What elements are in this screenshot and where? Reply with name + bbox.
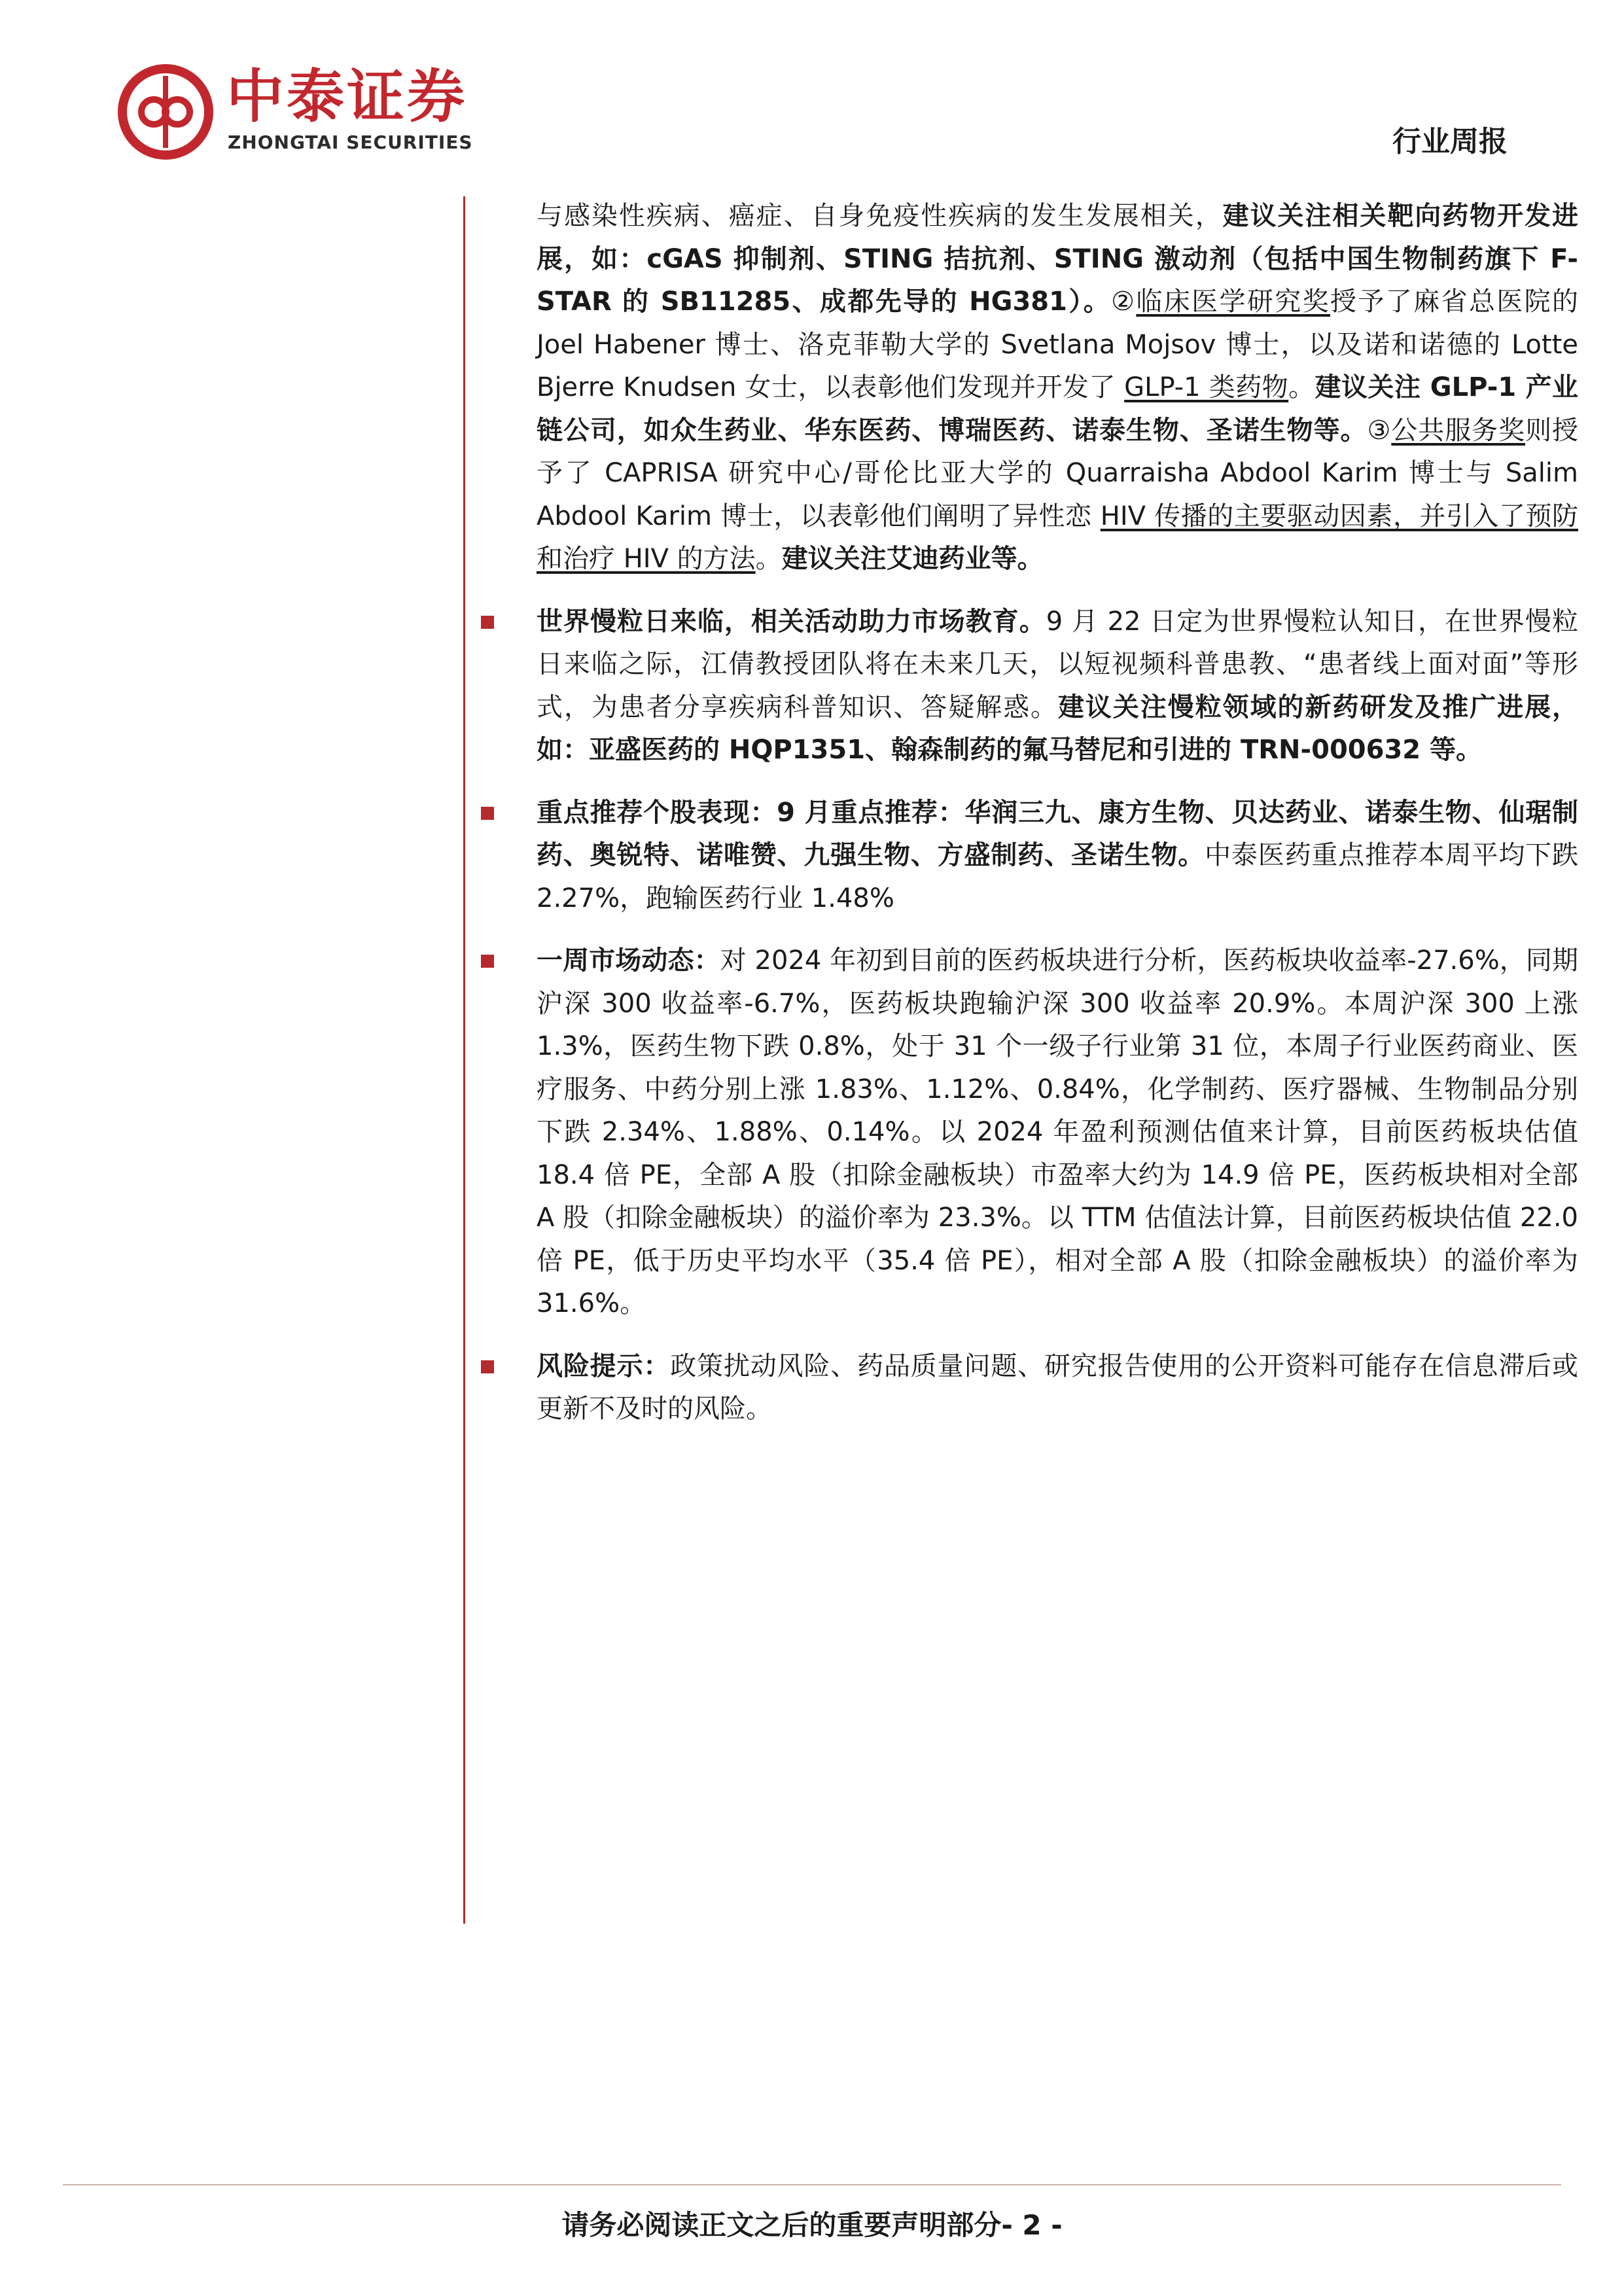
body-paragraph [537, 940, 1578, 1326]
body-paragraph [537, 792, 1578, 921]
text-run: ③ [1367, 415, 1392, 446]
underlined-text: 公共服务奖 [1391, 415, 1526, 446]
bold-text: 重点推荐个股表现：9 月重点推荐：华润三九、康方生物、贝达药业、诺泰生物、仙琚制药、奥锐特、诺唯赞、九强生物、方盛制药、圣诺生物。 [537, 797, 1578, 870]
underlined-text: 临床医学研究奖 [1136, 287, 1330, 317]
bold-text: 世界慢粒日来临，相关活动助力市场教育。 [537, 606, 1046, 637]
text-run: 与感染性疾病、癌症、自身免疫性疾病的发生发展相关， [537, 201, 1223, 231]
text-run: 中泰医药重点推荐本周平均下跌 2.27%，跑输医药行业 1.48% [537, 840, 1579, 913]
body-paragraph [537, 195, 1578, 581]
text-run: 。 [1288, 372, 1315, 402]
square-bullet-icon [481, 616, 494, 629]
bold-text: 一周市场动态： [537, 945, 720, 976]
text-run: 对 2024 年初到目前的医药板块进行分析，医药板块收益率-27.6%，同期沪深 300 收益率-6.7%，医药板块跑输沪深 300 收益率 20.9%。本周沪深 300 上涨 1.3%，医药生物下跌 0.8%，处于 31 个一级子行业第 31 位，本周子行业医药商业、医疗服务、中药分别上涨 1.83%、1.12%、0.84%，化学制药、医疗器械、生物制品分别下跌 2.34%、1.88%、0.14%。以 2024 年盈利预测估值来计算，目前医药板块估值 18.4 倍 PE，全部 A 股（扣除金融板块）市盈率大约为 14.9 倍 PE，医药板块相对全部 A 股（扣除金融板块）的溢价率为 23.3%。以 TTM 估值法计算，目前医药板块估值 22.0 倍 PE，低于历史平均水平（35.4 倍 PE），相对全部 A 股（扣除金融板块）的溢价率为 31.6%。 [537, 945, 1578, 1318]
bold-text: 建议关注慢粒领域的新药研发及推广进展，如：亚盛医药的 HQP1351、翰森制药的氟马替尼和引进的 TRN-000632 等。 [537, 692, 1579, 765]
logo-english-name: ZHONGTAI SECURITIES [228, 132, 473, 153]
text-run: 9 月 22 日定为世界慢粒认知日，在世界慢粒日来临之际，江倩教授团队将在未来几天，以短视频科普患教、“患者线上面对面”等形式，为患者分享疾病科普知识、答疑解惑。 [537, 606, 1578, 722]
company-logo [116, 63, 509, 161]
bold-text: 风险提示： [537, 1351, 671, 1381]
square-bullet-icon [481, 955, 494, 968]
logo-chinese-name: 中泰证券 [226, 63, 468, 130]
bold-text: 建议关注相关靶向药物开发进展，如：cGAS 抑制剂、STING 拮抗剂、STING 激动剂（包括中国生物制药旗下 F-STAR 的 SB11285、成都先导的 HG381）。 [537, 201, 1579, 317]
report-body [537, 195, 1578, 1431]
underlined-text: GLP-1 类药物 [1124, 372, 1289, 402]
logo-emblem-icon [116, 63, 215, 161]
bold-text: 建议关注艾迪药业等。 [781, 544, 1044, 574]
report-type-label: 行业周报 [1392, 125, 1508, 158]
text-run: ② [1111, 287, 1137, 317]
underlined-text: HIV 传播的主要驱动因素，并引入了预防和治疗 HIV 的方法 [537, 501, 1578, 574]
square-bullet-icon [481, 1360, 494, 1373]
body-paragraph [537, 601, 1578, 772]
bold-text: 建议关注 GLP-1 产业链公司，如众生药业、华东医药、博瑞医药、诺泰生物、圣诺生物等。 [537, 372, 1579, 446]
text-run: 政策扰动风险、药品质量问题、研究报告使用的公开资料可能存在信息滞后或更新不及时的风险。 [537, 1351, 1579, 1424]
body-paragraph [537, 1345, 1578, 1431]
square-bullet-icon [481, 807, 494, 820]
footer-divider [63, 2184, 1561, 2185]
left-margin-rule [463, 196, 465, 1924]
text-run: 则授予了 CAPRISA 研究中心/哥伦比亚大学的 Quarraisha Abdool Karim 博士与 Salim Abdool Karim 博士，以表彰他们阐明了异性恋 [537, 415, 1579, 531]
text-run: 授予了麻省总医院的 Joel Habener 博士、洛克菲勒大学的 Svetlana Mojsov 博士，以及诺和诺德的 Lotte Bjerre Knudsen 女士，以表彰他们发现并开发了 [537, 287, 1579, 402]
text-run: 。 [755, 544, 782, 574]
page-footer: 请务必阅读正文之后的重要声明部分- 2 - [561, 2209, 1063, 2241]
